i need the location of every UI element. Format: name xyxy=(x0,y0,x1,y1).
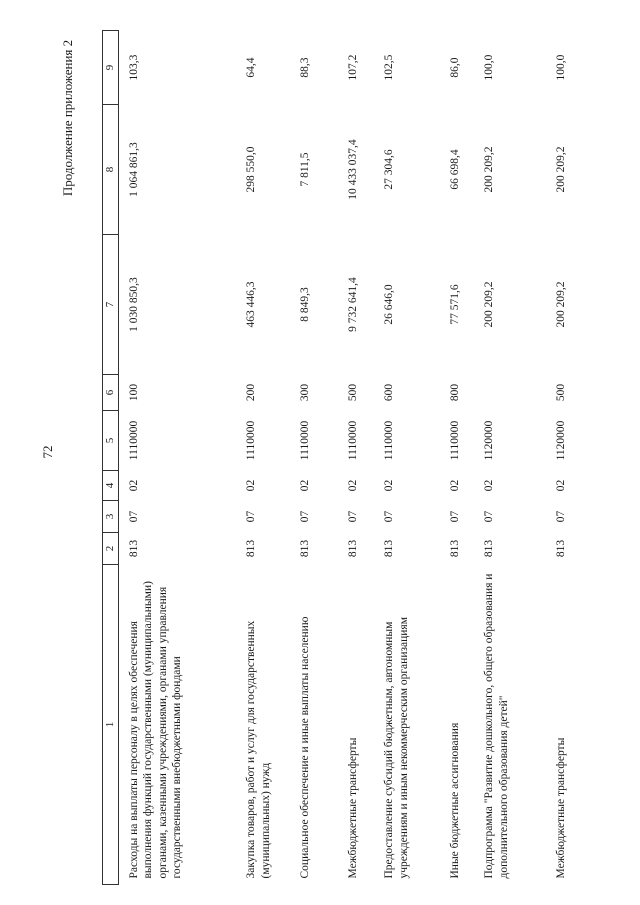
cell-type: 500 xyxy=(555,383,567,402)
cell-target: 1110000 xyxy=(127,420,140,461)
cell-target: 1120000 xyxy=(483,420,495,461)
table-row xyxy=(440,31,474,885)
cell-subsection: 02 xyxy=(449,479,461,492)
cell-type xyxy=(474,375,546,411)
row-description: Предоставление субсидий бюджетным, автономным учреждениям и иным некоммерческим организациям xyxy=(383,617,410,879)
cell-actual: 298 550,0 xyxy=(245,146,257,193)
budget-table-container xyxy=(102,31,626,885)
cell-plan: 200 209,2 xyxy=(555,281,567,328)
cell-percent: 88,3 xyxy=(299,57,311,78)
cell-actual: 27 304,6 xyxy=(383,149,395,190)
cell-actual: 66 698,4 xyxy=(449,149,461,190)
cell-percent: 86,0 xyxy=(449,57,461,78)
cell-percent: 64,4 xyxy=(245,57,257,78)
cell-code: 813 xyxy=(299,539,311,558)
cell-section: 07 xyxy=(245,510,257,523)
cell-target: 1110000 xyxy=(299,420,311,461)
cell-percent: 100,0 xyxy=(555,54,567,81)
row-description: Иные бюджетные ассигнования xyxy=(449,722,461,879)
column-header: 8 xyxy=(103,105,119,235)
cell-percent: 107,2 xyxy=(347,54,359,81)
cell-percent: 102,5 xyxy=(383,54,395,81)
cell-section: 07 xyxy=(347,510,359,523)
cell-code: 813 xyxy=(449,539,461,558)
cell-subsection: 02 xyxy=(245,479,257,492)
row-description: Закупка товаров, работ и услуг для государственных (муниципальных) нужд xyxy=(245,620,272,879)
cell-code: 813 xyxy=(555,539,567,558)
cell-type: 600 xyxy=(383,383,395,402)
cell-percent: 100,0 xyxy=(483,54,495,81)
cell-actual: 10 433 037,4 xyxy=(347,139,359,200)
row-description: Межбюджетные трансферты xyxy=(555,737,567,879)
table-header-row xyxy=(103,31,119,885)
cell-section: 07 xyxy=(383,510,395,523)
cell-actual: 200 209,2 xyxy=(483,146,495,193)
cell-plan: 77 571,6 xyxy=(449,284,461,325)
cell-percent: 103,3 xyxy=(127,54,140,81)
continuation-title: Продолжение приложения 2 xyxy=(60,39,75,197)
cell-code: 813 xyxy=(347,539,359,558)
row-description: Межбюджетные трансферты xyxy=(347,737,359,879)
table-row xyxy=(474,31,546,885)
cell-actual: 7 811,5 xyxy=(299,152,311,187)
column-header: 7 xyxy=(103,235,119,375)
cell-subsection: 02 xyxy=(347,479,359,492)
cell-target: 1120000 xyxy=(555,420,567,461)
cell-section: 07 xyxy=(555,510,567,523)
column-header: 5 xyxy=(103,411,119,471)
row-description: Подпрограмма "Развитие дошкольного, общего образования и дополнительного образования детей" xyxy=(483,573,510,879)
cell-plan: 8 849,3 xyxy=(299,287,311,322)
cell-plan: 200 209,2 xyxy=(483,281,495,328)
column-header: 2 xyxy=(103,533,119,565)
cell-target: 1110000 xyxy=(245,420,257,461)
cell-subsection: 02 xyxy=(555,479,567,492)
table-row xyxy=(338,31,374,885)
cell-target: 1110000 xyxy=(347,420,359,461)
budget-table xyxy=(102,30,626,885)
cell-section: 07 xyxy=(299,510,311,523)
table-row xyxy=(118,31,236,885)
row-description: Расходы на выплаты персоналу в целях обеспечения выполнения функций государственными (муниципальными) органами, казенными учреждениями, органами управления государственными внебюджетными фондами xyxy=(127,581,183,879)
cell-subsection: 02 xyxy=(383,479,395,492)
column-header: 1 xyxy=(103,565,119,885)
cell-plan: 9 732 641,4 xyxy=(347,277,359,332)
cell-type: 500 xyxy=(347,383,359,402)
page-number: 72 xyxy=(40,445,55,459)
column-header: 9 xyxy=(103,31,119,105)
table-row xyxy=(236,31,290,885)
cell-subsection: 02 xyxy=(127,479,140,492)
cell-section: 07 xyxy=(483,510,495,523)
table-row xyxy=(374,31,440,885)
cell-code: 813 xyxy=(483,539,495,558)
cell-code: 813 xyxy=(383,539,395,558)
cell-type: 300 xyxy=(299,383,311,402)
cell-plan: 1 030 850,3 xyxy=(127,277,140,332)
row-description: Социальное обеспечение и иные выплаты населению xyxy=(299,616,311,879)
cell-type: 800 xyxy=(449,383,461,402)
cell-subsection: 02 xyxy=(483,479,495,492)
cell-section: 07 xyxy=(449,510,461,523)
table-row xyxy=(290,31,338,885)
cell-actual: 1 064 861,3 xyxy=(127,142,140,197)
column-header: 4 xyxy=(103,471,119,501)
cell-actual: 200 209,2 xyxy=(555,146,567,193)
table-row xyxy=(546,31,626,885)
cell-target: 1110000 xyxy=(383,420,395,461)
cell-plan: 463 446,3 xyxy=(245,281,257,328)
cell-type: 100 xyxy=(127,383,140,402)
cell-plan: 26 646,0 xyxy=(383,284,395,325)
cell-code: 813 xyxy=(127,539,140,558)
cell-type: 200 xyxy=(245,383,257,402)
column-header: 3 xyxy=(103,501,119,533)
cell-subsection: 02 xyxy=(299,479,311,492)
cell-target: 1110000 xyxy=(449,420,461,461)
cell-section: 07 xyxy=(127,510,140,523)
column-header: 6 xyxy=(103,375,119,411)
cell-code: 813 xyxy=(245,539,257,558)
